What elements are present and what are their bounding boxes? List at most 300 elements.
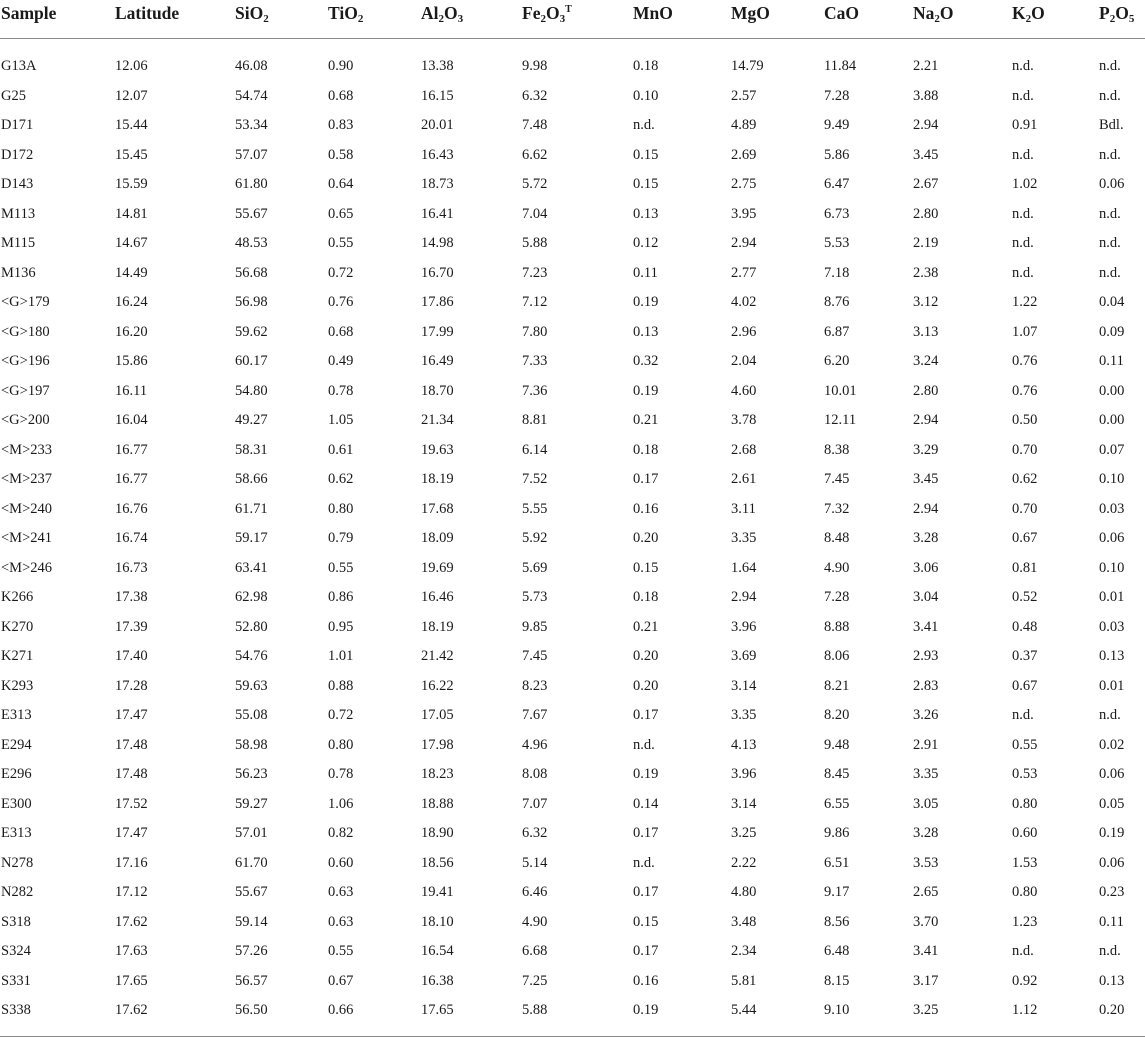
cell-sio2: 57.07 — [235, 146, 268, 163]
cell-mgo: 2.61 — [731, 471, 757, 487]
cell-na2o: 2.80 — [913, 382, 939, 399]
cell-mgo: 2.69 — [731, 146, 757, 163]
cell-na2o: 3.05 — [913, 795, 939, 812]
cell-na2o: 3.25 — [913, 1002, 939, 1018]
cell-na2o: 3.28 — [913, 825, 939, 841]
header-p2o5: $P_2O_5$ — [1099, 3, 1135, 25]
cell-sio2: 58.98 — [235, 736, 268, 753]
cell-fe2o3t: 5.55 — [522, 500, 548, 517]
cell-sio2: 55.67 — [235, 205, 268, 222]
cell-cao: 8.38 — [824, 441, 850, 458]
cell-mno: 0.17 — [633, 943, 659, 959]
cell-fe2o3t: 6.46 — [522, 884, 548, 900]
cell-cao: 9.10 — [824, 1002, 850, 1018]
cell-sio2: 48.53 — [235, 235, 268, 251]
cell-latitude: 12.06 — [115, 58, 148, 74]
cell-sample: S318 — [1, 913, 31, 930]
cell-tio2: 0.63 — [328, 913, 354, 930]
cell-sio2: 57.26 — [235, 943, 268, 959]
cell-na2o: 3.13 — [913, 323, 939, 340]
cell-k2o: 1.22 — [1012, 294, 1038, 310]
cell-mno: 0.10 — [633, 87, 659, 104]
cell-p2o5: 0.01 — [1099, 589, 1125, 605]
table-row — [0, 967, 1145, 997]
cell-fe2o3t: 7.80 — [522, 323, 548, 340]
cell-latitude: 17.39 — [115, 618, 148, 635]
cell-na2o: 3.17 — [913, 972, 939, 989]
cell-na2o: 3.24 — [913, 353, 939, 369]
cell-latitude: 15.44 — [115, 117, 148, 133]
cell-p2o5: 0.20 — [1099, 1002, 1125, 1018]
cell-fe2o3t: 7.07 — [522, 795, 548, 812]
cell-k2o: 0.55 — [1012, 736, 1038, 753]
cell-latitude: 17.62 — [115, 1002, 148, 1018]
cell-mno: 0.20 — [633, 530, 659, 546]
cell-tio2: 0.76 — [328, 294, 354, 310]
cell-k2o: 0.67 — [1012, 530, 1038, 546]
cell-p2o5: 0.04 — [1099, 294, 1125, 310]
cell-p2o5: 0.19 — [1099, 825, 1125, 841]
cell-tio2: 0.55 — [328, 559, 354, 576]
cell-k2o: 0.76 — [1012, 353, 1038, 369]
table-row — [0, 819, 1145, 849]
cell-mno: 0.13 — [633, 323, 659, 340]
cell-sio2: 54.74 — [235, 87, 268, 104]
cell-fe2o3t: 7.52 — [522, 471, 548, 487]
cell-mno: 0.14 — [633, 795, 659, 812]
cell-na2o: 3.06 — [913, 559, 939, 576]
cell-fe2o3t: 8.23 — [522, 677, 548, 694]
cell-mno: 0.32 — [633, 353, 659, 369]
cell-al2o3: 13.38 — [421, 58, 454, 74]
cell-sio2: 59.63 — [235, 677, 268, 694]
cell-latitude: 17.63 — [115, 943, 148, 959]
cell-na2o: 2.80 — [913, 205, 939, 222]
cell-tio2: 0.68 — [328, 323, 354, 340]
cell-na2o: 2.83 — [913, 677, 939, 694]
cell-al2o3: 20.01 — [421, 117, 454, 133]
cell-tio2: 0.95 — [328, 618, 354, 635]
cell-mno: 0.17 — [633, 825, 659, 841]
cell-mno: 0.19 — [633, 382, 659, 399]
cell-cao: 8.06 — [824, 648, 850, 664]
cell-mno: 0.13 — [633, 205, 659, 222]
cell-mno: 0.21 — [633, 412, 659, 428]
cell-k2o: n.d. — [1012, 205, 1034, 222]
cell-sample: S331 — [1, 972, 31, 989]
cell-k2o: 0.37 — [1012, 648, 1038, 664]
table-body — [0, 52, 1145, 1026]
cell-fe2o3t: 5.69 — [522, 559, 548, 576]
cell-sio2: 56.68 — [235, 264, 268, 281]
cell-sio2: 61.80 — [235, 176, 268, 192]
cell-mno: 0.15 — [633, 559, 659, 576]
cell-tio2: 0.72 — [328, 707, 354, 723]
cell-k2o: n.d. — [1012, 58, 1034, 74]
cell-cao: 6.51 — [824, 854, 850, 871]
cell-al2o3: 19.41 — [421, 884, 454, 900]
cell-tio2: 0.78 — [328, 382, 354, 399]
cell-cao: 7.45 — [824, 471, 850, 487]
cell-al2o3: 16.46 — [421, 589, 454, 605]
cell-p2o5: 0.00 — [1099, 412, 1125, 428]
table-bottom-rule — [0, 1036, 1145, 1037]
cell-na2o: 3.53 — [913, 854, 939, 871]
cell-sample: M136 — [1, 264, 36, 281]
cell-mno: 0.17 — [633, 884, 659, 900]
cell-p2o5: n.d. — [1099, 205, 1121, 222]
cell-tio2: 1.06 — [328, 795, 354, 812]
cell-mno: 0.19 — [633, 1002, 659, 1018]
cell-sample: E313 — [1, 707, 32, 723]
cell-al2o3: 16.49 — [421, 353, 454, 369]
header-k2o: $K_2O$ — [1012, 3, 1045, 25]
table-row — [0, 760, 1145, 790]
cell-k2o: n.d. — [1012, 943, 1034, 959]
cell-p2o5: 0.06 — [1099, 530, 1125, 546]
cell-k2o: n.d. — [1012, 264, 1034, 281]
cell-al2o3: 17.65 — [421, 1002, 454, 1018]
cell-k2o: 0.70 — [1012, 441, 1038, 458]
cell-k2o: 0.60 — [1012, 825, 1038, 841]
cell-sio2: 59.14 — [235, 913, 268, 930]
cell-latitude: 16.11 — [115, 382, 148, 399]
cell-latitude: 16.74 — [115, 530, 148, 546]
table-row — [0, 436, 1145, 466]
header-latitude: Latitude — [115, 3, 180, 23]
cell-mno: 0.19 — [633, 766, 659, 782]
cell-tio2: 0.55 — [328, 235, 354, 251]
cell-sample: <M>237 — [1, 471, 52, 487]
cell-mgo: 2.77 — [731, 264, 757, 281]
header-mno: MnO — [633, 3, 673, 23]
cell-sio2: 52.80 — [235, 618, 268, 635]
cell-fe2o3t: 7.23 — [522, 264, 548, 281]
cell-tio2: 0.62 — [328, 471, 354, 487]
cell-k2o: 0.70 — [1012, 500, 1038, 517]
cell-sio2: 56.50 — [235, 1002, 268, 1018]
cell-na2o: 3.12 — [913, 294, 939, 310]
cell-al2o3: 19.69 — [421, 559, 454, 576]
table-row — [0, 731, 1145, 761]
cell-sio2: 58.66 — [235, 471, 268, 487]
cell-p2o5: n.d. — [1099, 235, 1121, 251]
cell-mno: 0.17 — [633, 471, 659, 487]
cell-mno: 0.20 — [633, 648, 659, 664]
cell-mgo: 3.35 — [731, 707, 757, 723]
table-row — [0, 554, 1145, 584]
cell-p2o5: n.d. — [1099, 707, 1121, 723]
cell-latitude: 17.47 — [115, 707, 148, 723]
cell-mgo: 3.14 — [731, 795, 757, 812]
cell-tio2: 0.49 — [328, 353, 354, 369]
cell-p2o5: 0.02 — [1099, 736, 1125, 753]
cell-mgo: 2.04 — [731, 353, 757, 369]
cell-cao: 8.56 — [824, 913, 850, 930]
cell-sample: K293 — [1, 677, 34, 694]
cell-al2o3: 16.22 — [421, 677, 454, 694]
cell-k2o: n.d. — [1012, 707, 1034, 723]
cell-mno: 0.18 — [633, 441, 659, 458]
cell-k2o: 0.50 — [1012, 412, 1038, 428]
cell-latitude: 15.59 — [115, 176, 148, 192]
cell-na2o: 2.94 — [913, 117, 939, 133]
cell-al2o3: 17.05 — [421, 707, 454, 723]
cell-na2o: 3.28 — [913, 530, 939, 546]
cell-fe2o3t: 8.81 — [522, 412, 548, 428]
cell-tio2: 0.80 — [328, 736, 354, 753]
table-header-row — [0, 0, 1145, 39]
table-row — [0, 82, 1145, 112]
table-row — [0, 937, 1145, 967]
cell-p2o5: n.d. — [1099, 943, 1121, 959]
cell-al2o3: 16.54 — [421, 943, 454, 959]
cell-tio2: 0.90 — [328, 58, 354, 74]
cell-p2o5: 0.03 — [1099, 618, 1125, 635]
table-row — [0, 524, 1145, 554]
cell-latitude: 17.40 — [115, 648, 148, 664]
cell-sio2: 61.70 — [235, 854, 268, 871]
cell-sample: E296 — [1, 766, 32, 782]
cell-latitude: 12.07 — [115, 87, 148, 104]
cell-sample: <M>241 — [1, 530, 52, 546]
cell-cao: 8.45 — [824, 766, 850, 782]
cell-latitude: 16.73 — [115, 559, 148, 576]
cell-k2o: 0.91 — [1012, 117, 1038, 133]
cell-na2o: 2.93 — [913, 648, 939, 664]
cell-k2o: n.d. — [1012, 146, 1034, 163]
cell-mgo: 4.89 — [731, 117, 757, 133]
cell-mno: 0.20 — [633, 677, 659, 694]
cell-sample: N282 — [1, 884, 34, 900]
cell-na2o: 2.38 — [913, 264, 939, 281]
cell-mgo: 3.69 — [731, 648, 757, 664]
cell-latitude: 16.76 — [115, 500, 148, 517]
cell-fe2o3t: 9.85 — [522, 618, 548, 635]
cell-p2o5: 0.06 — [1099, 766, 1125, 782]
cell-cao: 10.01 — [824, 382, 857, 399]
cell-mgo: 5.44 — [731, 1002, 757, 1018]
cell-p2o5: 0.11 — [1099, 353, 1124, 369]
table-row — [0, 406, 1145, 436]
cell-latitude: 16.20 — [115, 323, 148, 340]
cell-p2o5: 0.01 — [1099, 677, 1125, 694]
cell-mgo: 3.11 — [731, 500, 756, 517]
cell-cao: 8.20 — [824, 707, 850, 723]
header-sio2: SiO$_2$ — [235, 3, 269, 25]
cell-latitude: 14.67 — [115, 235, 148, 251]
cell-mgo: 2.22 — [731, 854, 757, 871]
cell-p2o5: 0.06 — [1099, 854, 1125, 871]
cell-tio2: 0.65 — [328, 205, 354, 222]
cell-tio2: 0.79 — [328, 530, 354, 546]
cell-mno: 0.16 — [633, 972, 659, 989]
cell-al2o3: 18.19 — [421, 618, 454, 635]
cell-k2o: 0.53 — [1012, 766, 1038, 782]
cell-mgo: 2.94 — [731, 235, 757, 251]
cell-na2o: 3.41 — [913, 943, 939, 959]
cell-fe2o3t: 6.68 — [522, 943, 548, 959]
cell-mgo: 14.79 — [731, 58, 764, 74]
cell-latitude: 16.24 — [115, 294, 148, 310]
cell-mgo: 3.78 — [731, 412, 757, 428]
cell-k2o: 0.67 — [1012, 677, 1038, 694]
cell-al2o3: 16.41 — [421, 205, 454, 222]
cell-fe2o3t: 5.14 — [522, 854, 548, 871]
cell-latitude: 14.81 — [115, 205, 148, 222]
table-row — [0, 878, 1145, 908]
cell-sample: S338 — [1, 1002, 31, 1018]
cell-tio2: 0.61 — [328, 441, 354, 458]
cell-sio2: 59.17 — [235, 530, 268, 546]
cell-sample: <M>246 — [1, 559, 52, 576]
cell-latitude: 17.62 — [115, 913, 148, 930]
cell-latitude: 17.48 — [115, 766, 148, 782]
header-mgo: MgO — [731, 3, 770, 23]
cell-cao: 6.55 — [824, 795, 850, 812]
cell-sio2: 55.08 — [235, 707, 268, 723]
cell-na2o: 3.04 — [913, 589, 939, 605]
header-sample: Sample — [1, 3, 57, 23]
table-row — [0, 200, 1145, 230]
cell-sample: K270 — [1, 618, 34, 635]
cell-na2o: 2.65 — [913, 884, 939, 900]
cell-cao: 7.32 — [824, 500, 850, 517]
cell-tio2: 0.60 — [328, 854, 354, 871]
cell-mgo: 3.48 — [731, 913, 757, 930]
cell-tio2: 0.55 — [328, 943, 354, 959]
cell-fe2o3t: 7.48 — [522, 117, 548, 133]
cell-cao: 5.86 — [824, 146, 850, 163]
cell-cao: 12.11 — [824, 412, 857, 428]
cell-sample: D171 — [1, 117, 34, 133]
cell-sio2: 54.80 — [235, 382, 268, 399]
cell-latitude: 15.45 — [115, 146, 148, 163]
cell-mno: 0.18 — [633, 58, 659, 74]
cell-latitude: 17.48 — [115, 736, 148, 753]
cell-sample: G25 — [1, 87, 26, 104]
cell-mgo: 2.94 — [731, 589, 757, 605]
table-row — [0, 318, 1145, 348]
cell-fe2o3t: 5.88 — [522, 235, 548, 251]
cell-al2o3: 21.34 — [421, 412, 454, 428]
table-row — [0, 229, 1145, 259]
cell-mgo: 4.13 — [731, 736, 757, 753]
cell-cao: 7.28 — [824, 87, 850, 104]
cell-na2o: 3.45 — [913, 471, 939, 487]
cell-fe2o3t: 5.92 — [522, 530, 548, 546]
cell-tio2: 0.78 — [328, 766, 354, 782]
cell-k2o: 1.02 — [1012, 176, 1038, 192]
cell-tio2: 0.64 — [328, 176, 354, 192]
cell-mgo: 2.75 — [731, 176, 757, 192]
cell-p2o5: 0.07 — [1099, 441, 1125, 458]
cell-k2o: n.d. — [1012, 87, 1034, 104]
cell-latitude: 14.49 — [115, 264, 148, 281]
cell-cao: 8.21 — [824, 677, 850, 694]
cell-sample: D143 — [1, 176, 34, 192]
cell-k2o: 1.12 — [1012, 1002, 1038, 1018]
table-row — [0, 495, 1145, 525]
cell-sample: S324 — [1, 943, 31, 959]
table-row — [0, 672, 1145, 702]
cell-mgo: 4.60 — [731, 382, 757, 399]
cell-mgo: 3.96 — [731, 766, 757, 782]
cell-latitude: 17.16 — [115, 854, 148, 871]
cell-al2o3: 18.88 — [421, 795, 454, 812]
cell-latitude: 16.77 — [115, 441, 148, 458]
cell-cao: 9.86 — [824, 825, 850, 841]
cell-cao: 11.84 — [824, 58, 857, 74]
table-row — [0, 377, 1145, 407]
cell-sio2: 55.67 — [235, 884, 268, 900]
cell-al2o3: 16.70 — [421, 264, 454, 281]
cell-latitude: 17.52 — [115, 795, 148, 812]
cell-latitude: 17.65 — [115, 972, 148, 989]
cell-al2o3: 16.15 — [421, 87, 454, 104]
cell-mno: 0.17 — [633, 707, 659, 723]
cell-cao: 9.49 — [824, 117, 850, 133]
header-fe2o3t: $Fe_2O_3^T$ — [522, 3, 572, 25]
cell-na2o: 2.21 — [913, 58, 939, 74]
header-tio2: TiO$_2$ — [328, 3, 364, 25]
cell-sample: G13A — [1, 58, 37, 74]
header-al2o3: $Al_2O_3$ — [421, 3, 464, 25]
cell-mno: 0.15 — [633, 176, 659, 192]
cell-mno: n.d. — [633, 117, 655, 133]
cell-cao: 8.76 — [824, 294, 850, 310]
cell-p2o5: 0.00 — [1099, 382, 1125, 399]
cell-mgo: 3.14 — [731, 677, 757, 694]
cell-latitude: 16.77 — [115, 471, 148, 487]
cell-sample: <G>196 — [1, 353, 50, 369]
cell-fe2o3t: 5.88 — [522, 1002, 548, 1018]
cell-al2o3: 18.19 — [421, 471, 454, 487]
cell-cao: 9.17 — [824, 884, 850, 900]
cell-k2o: 1.07 — [1012, 323, 1038, 340]
cell-fe2o3t: 7.25 — [522, 972, 548, 989]
cell-mgo: 2.68 — [731, 441, 757, 458]
cell-na2o: 2.91 — [913, 736, 939, 753]
cell-p2o5: 0.09 — [1099, 323, 1125, 340]
cell-k2o: 1.23 — [1012, 913, 1038, 930]
cell-k2o: n.d. — [1012, 235, 1034, 251]
cell-sio2: 58.31 — [235, 441, 268, 458]
cell-cao: 8.15 — [824, 972, 850, 989]
cell-p2o5: 0.05 — [1099, 795, 1125, 812]
cell-cao: 6.48 — [824, 943, 850, 959]
cell-fe2o3t: 8.08 — [522, 766, 548, 782]
cell-sample: N278 — [1, 854, 34, 871]
table-row — [0, 908, 1145, 938]
cell-al2o3: 18.56 — [421, 854, 454, 871]
cell-k2o: 0.92 — [1012, 972, 1038, 989]
table-row — [0, 259, 1145, 289]
cell-na2o: 2.67 — [913, 176, 939, 192]
cell-sio2: 54.76 — [235, 648, 268, 664]
cell-mgo: 3.35 — [731, 530, 757, 546]
table-row — [0, 642, 1145, 672]
cell-mgo: 4.02 — [731, 294, 757, 310]
cell-tio2: 0.80 — [328, 500, 354, 517]
cell-mno: 0.19 — [633, 294, 659, 310]
cell-mgo: 2.96 — [731, 323, 757, 340]
cell-na2o: 2.94 — [913, 500, 939, 517]
table-row — [0, 849, 1145, 879]
cell-p2o5: n.d. — [1099, 264, 1121, 281]
cell-tio2: 0.82 — [328, 825, 354, 841]
cell-al2o3: 17.99 — [421, 323, 454, 340]
